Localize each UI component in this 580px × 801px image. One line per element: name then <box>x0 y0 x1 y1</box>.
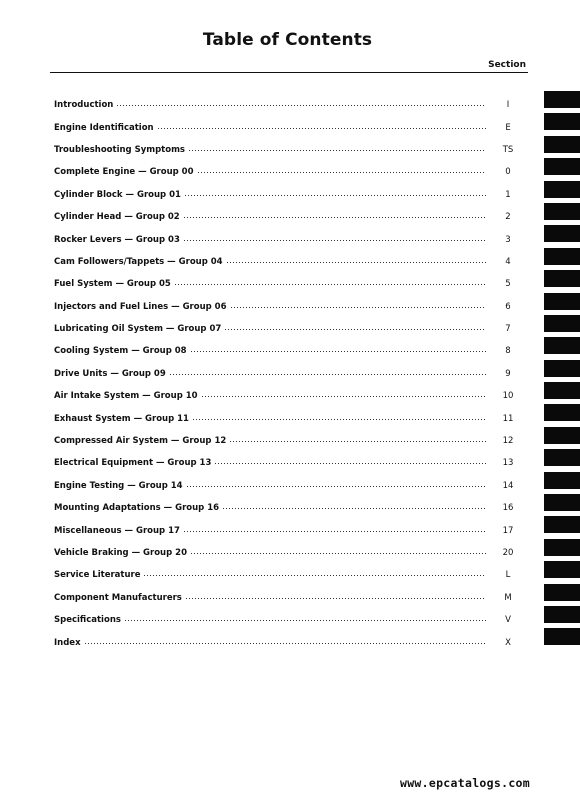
toc-entry-section: E <box>505 122 511 133</box>
toc-entry-title: Engine Identification <box>54 122 154 133</box>
dot-leader <box>184 192 486 198</box>
dot-leader <box>183 237 486 243</box>
toc-entry-section: TS <box>502 144 514 155</box>
toc-entry[interactable] <box>54 609 524 631</box>
dot-leader <box>230 304 486 310</box>
toc-entry-title: Service Literature <box>54 570 141 581</box>
dot-leader <box>201 393 486 399</box>
dot-leader <box>116 102 486 108</box>
toc-entry-section: 14 <box>502 480 514 491</box>
toc-entry[interactable] <box>54 228 524 250</box>
thumb-tab[interactable] <box>544 584 580 601</box>
dot-leader <box>185 595 486 601</box>
toc-entry-title: Cylinder Head — Group 02 <box>54 212 180 223</box>
dot-leader <box>190 348 486 354</box>
toc-entry-section: 0 <box>505 167 511 178</box>
toc-entry[interactable] <box>54 161 524 183</box>
thumb-tab[interactable] <box>544 293 580 310</box>
toc-entry[interactable] <box>54 452 524 474</box>
toc-entry-section: M <box>504 592 512 603</box>
toc-entry-title: Lubricating Oil System — Group 07 <box>54 324 222 335</box>
toc-entry[interactable] <box>54 363 524 385</box>
dot-leader <box>84 640 486 646</box>
toc-entry-title: Troubleshooting Symptoms <box>54 144 185 155</box>
toc-entry-section: 8 <box>505 346 511 357</box>
toc-entry[interactable] <box>54 385 524 407</box>
thumb-tab[interactable] <box>544 203 580 220</box>
toc-entry[interactable] <box>54 407 524 429</box>
toc-entry-title: Miscellaneous — Group 17 <box>54 525 180 536</box>
dot-leader <box>224 326 486 332</box>
dot-leader <box>229 438 486 444</box>
dot-leader <box>183 528 486 534</box>
toc-entry-section: 3 <box>505 234 511 245</box>
toc-entry-section: 11 <box>502 413 514 424</box>
dot-leader <box>183 214 486 220</box>
toc-entry-section: 7 <box>505 324 511 335</box>
toc-entry-title: Mounting Adaptations — Group 16 <box>54 503 220 514</box>
toc-entry-section: X <box>505 637 511 648</box>
thumb-tab[interactable] <box>544 494 580 511</box>
toc-entry[interactable] <box>54 139 524 161</box>
dot-leader <box>143 572 486 578</box>
toc-entry[interactable] <box>54 587 524 609</box>
toc-entry-title: Component Manufacturers <box>54 592 182 603</box>
page-title: Table of Contents <box>202 30 373 50</box>
toc-entry[interactable] <box>54 519 524 541</box>
toc-entry-title: Fuel System — Group 05 <box>54 279 171 290</box>
thumb-tab[interactable] <box>544 181 580 198</box>
toc-entry[interactable] <box>54 206 524 228</box>
thumb-tab[interactable] <box>544 113 580 130</box>
dot-leader <box>190 550 486 556</box>
toc-entry-section: 13 <box>502 458 514 469</box>
toc-entry[interactable] <box>54 318 524 340</box>
toc-entry-section: 12 <box>502 436 514 447</box>
thumb-tab[interactable] <box>544 91 580 108</box>
toc-entry-title: Introduction <box>54 100 114 111</box>
toc-entry[interactable] <box>54 251 524 273</box>
toc-list <box>54 94 524 654</box>
dot-leader <box>174 281 486 287</box>
thumb-tab[interactable] <box>544 606 580 623</box>
toc-entry-section: 17 <box>502 525 514 536</box>
toc-entry-section: 16 <box>502 503 514 514</box>
toc-entry[interactable] <box>54 94 524 116</box>
thumb-tab[interactable] <box>544 404 580 421</box>
dot-leader <box>192 416 486 422</box>
dot-leader <box>188 147 486 153</box>
thumb-tab[interactable] <box>544 472 580 489</box>
toc-entry-title: Vehicle Braking — Group 20 <box>54 548 187 558</box>
thumb-tab[interactable] <box>544 539 580 556</box>
thumb-tab[interactable] <box>544 315 580 332</box>
toc-entry[interactable] <box>54 184 524 206</box>
toc-entry-title: Electrical Equipment — Group 13 <box>54 458 212 469</box>
thumb-tab[interactable] <box>544 561 580 578</box>
toc-entry[interactable] <box>54 296 524 318</box>
toc-entry[interactable] <box>54 273 524 295</box>
thumb-tab[interactable] <box>544 225 580 242</box>
thumb-tab[interactable] <box>544 337 580 354</box>
toc-entry-title: Exhaust System — Group 11 <box>54 413 189 424</box>
dot-leader <box>214 460 486 466</box>
dot-leader <box>222 505 486 511</box>
toc-entry-section: L <box>505 570 511 581</box>
thumb-tab[interactable] <box>544 158 580 175</box>
toc-entry-title: Injectors and Fuel Lines — Group 06 <box>54 301 227 312</box>
toc-entry[interactable] <box>54 564 524 586</box>
toc-entry-title: Index <box>54 637 81 648</box>
toc-entry-section: 6 <box>505 301 511 312</box>
toc-entry-section: I <box>506 100 510 111</box>
toc-entry-section: 20 <box>502 548 514 558</box>
thumb-tab[interactable] <box>544 427 580 444</box>
toc-entry-section: V <box>505 615 511 626</box>
toc-entry[interactable] <box>54 340 524 362</box>
thumb-tab[interactable] <box>544 136 580 153</box>
section-column-header: Section <box>488 60 526 70</box>
thumb-tab[interactable] <box>544 449 580 466</box>
toc-entry-title: Cam Followers/Tappets — Group 04 <box>54 256 223 267</box>
thumb-tab[interactable] <box>544 628 580 645</box>
toc-entry[interactable] <box>54 542 524 564</box>
thumb-tab[interactable] <box>544 248 580 265</box>
dot-leader <box>197 169 486 175</box>
thumb-tab-column <box>544 91 580 651</box>
dot-leader <box>169 371 486 377</box>
toc-entry[interactable] <box>54 475 524 497</box>
header-rule <box>50 72 528 73</box>
toc-entry-section: 2 <box>505 212 511 223</box>
dot-leader <box>186 483 486 489</box>
toc-entry-section: 10 <box>502 391 514 402</box>
toc-entry[interactable] <box>54 497 524 519</box>
thumb-tab[interactable] <box>544 360 580 377</box>
dot-leader <box>226 259 486 265</box>
toc-entry-title: Cooling System — Group 08 <box>54 346 187 357</box>
toc-entry-title: Air Intake System — Group 10 <box>54 391 198 402</box>
toc-entry-section: 1 <box>505 189 511 200</box>
dot-leader <box>124 617 486 623</box>
watermark: www.epcatalogs.com <box>399 776 530 790</box>
dot-leader <box>157 125 486 131</box>
toc-entry-title: Specifications <box>54 615 121 626</box>
toc-entry-title: Cylinder Block — Group 01 <box>54 189 181 200</box>
toc-entry-title: Compressed Air System — Group 12 <box>54 436 227 447</box>
toc-entry-title: Complete Engine — Group 00 <box>54 167 194 178</box>
toc-entry[interactable] <box>54 430 524 452</box>
toc-entry-title: Drive Units — Group 09 <box>54 368 166 379</box>
toc-entry-section: 4 <box>505 256 511 267</box>
thumb-tab[interactable] <box>544 270 580 287</box>
toc-entry-section: 5 <box>505 279 511 290</box>
toc-entry[interactable] <box>54 631 524 653</box>
toc-entry[interactable] <box>54 116 524 138</box>
thumb-tab[interactable] <box>544 382 580 399</box>
toc-entry-section: 9 <box>505 368 511 379</box>
toc-entry-title: Engine Testing — Group 14 <box>54 480 183 491</box>
thumb-tab[interactable] <box>544 516 580 533</box>
toc-entry-title: Rocker Levers — Group 03 <box>54 234 180 245</box>
